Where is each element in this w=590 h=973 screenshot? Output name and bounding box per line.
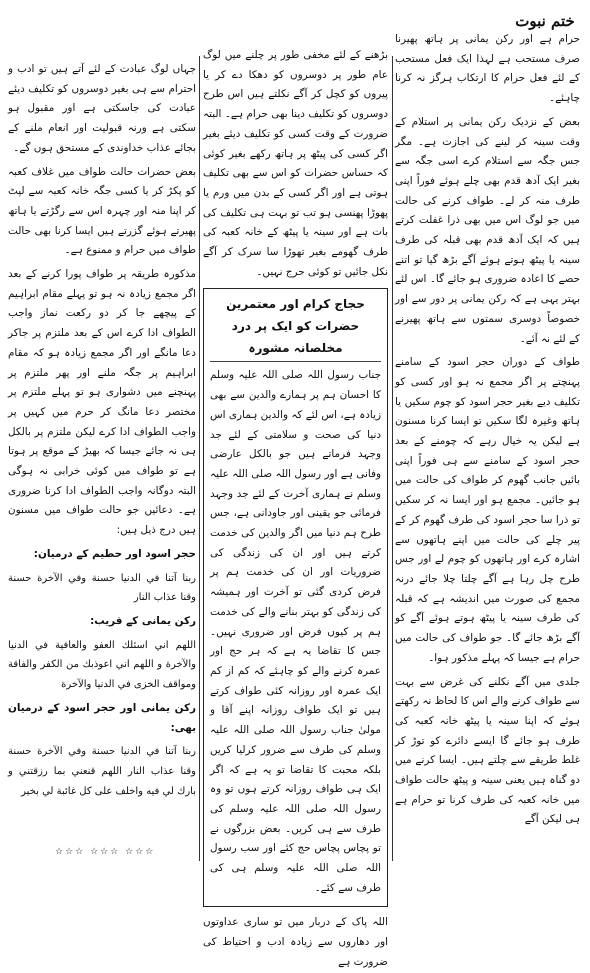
- right-paragraph-3: طواف کے دوران حجر اسود کے سامنے پہنچتے پر اگر مجمع نہ ہو اور کسی کو تکلیف دیے بغیر حجر اسود کو چوم سکیں یا ہاتھ وغیرہ لگا سکیں تو ایسا کرنا مسنون ہے لیکن یہ خیال رہے کہ چومنے کے بعد حجر اسود کے سامنے سے ہی فوراً اپنی بائیں جانب گھوم کر طواف کی حالت میں ہو جائیں۔ مجمع ہو اور ایسا نہ کر سکیں تو ذرا سا حجر اسود کی طرف گھوم کر کے پیر چلے کی حالت میں اپنے ہاتھوں سے اشارہ کرے اور ہاتھوں کو چوم لے اور جس طرح چل رہا ہے آگے چلتا چلا جائے درنہ مجمع کی صورت میں اندیشہ ہے کہ قبلہ کی طرف سینہ یا پیٹھ ہوتے ہوئے آگے کو آگے بڑھ جائے گا۔ جو طواف کی حالت میں حرام ہے جیسا کہ پہلے مذکور ہوا۔: [395, 356, 580, 664]
- logo-text: ختم نبوت: [515, 12, 575, 30]
- column-divider-right: [392, 56, 393, 861]
- right-paragraph-4: جلدی میں آگے نکلنے کی غرض سے بہت سے طواف کرنے والے اس کا لحاظ نہ رکھتے ہوئے کہ اپنا سینہ یا پیٹھ خانہ کعبہ کی طرف ہو جائے گا ایسے دائرے کو توڑ کر غلط طریقے سے چلتے ہیں۔ ایسا کرنے میں دو گناہ ہیں یعنی سینہ و پیٹھ حالت طواف میں خانہ کعبہ کی طرف کرنا تو حرام ہے ہی لیکن آگے: [395, 675, 580, 826]
- right-paragraph-1: حرام ہے اور رکن یمانی پر ہاتھ پھیرنا صرف مستحب ہے لہذا ایک فعل مستحب کے لئے فعل حرام کا ارتکاب ہرگز نہ کرنا چاہئے۔: [395, 33, 580, 105]
- advice-box: [203, 288, 388, 907]
- left-paragraph-2: بعض حضرات حالت طواف میں غلاف کعبہ کو پکڑ کر یا کسی جگہ خانہ کعبہ سے لپٹ کر اپنا منہ اور چہرہ اس سے رگڑتے یا ہاتھ پھیرتے ہوئے گزرتے ہیں ایسا کرنا بھی حالت طواف میں حرام و ممنوع ہے۔: [8, 165, 196, 257]
- end-stars: ☆☆☆ ☆☆☆ ☆☆☆: [55, 847, 156, 857]
- right-paragraph-2: بعض کے نزدیک رکن یمانی پر استلام کے وقت سینہ کر لینے کی اجازت ہے۔ مگر جس جگہ سے استلام کرے اسی جگہ سے بغیر ایک آدھ قدم بھی چلے ہوئے فوراً اپنی طرف منہ کر لے۔ طواف کرنے کی حالت میں جو لوگ اس میں بھی ذرا غفلت کرتے ہیں کہ ایک آدھ قدم بھی قبلہ کی طرف سینہ یا پیٹھ ہوتے ہوئے آگے بڑھ گیا تو اتنے حصے کا اعادہ ضروری ہو جائے گا۔ اس لئے بہتر یہی ہے کہ رکن یمانی پر دور سے اور خصوصاً دوسری سمتوں سے ہاتھ پھیرنے کے لئے نہ آئے۔: [395, 115, 580, 345]
- dua-text-3: ربنا آتنا في الدنيا حسنة وفي الآخرة حسنة وقنا عذاب النار اللهم قنعني بما رزقتني و بارك لي فيه واخلف على كل غائبة لي بخير: [8, 746, 196, 797]
- right-column: [395, 30, 580, 863]
- dua-heading-2: رکن یمانی کے قریب:: [90, 614, 196, 627]
- dua-text-1: ربنا آتنا في الدنيا حسنة وفي الآخرة حسنة وقنا عذاب النار: [8, 572, 196, 604]
- middle-paragraph-2: اللہ پاک کے دربار میں تو ساری عداوتوں اور دھاروں سے زیادہ ادب و احتیاط کی ضرورت ہے: [203, 916, 388, 968]
- middle-paragraph-1: بڑھنے کے لئے مخفی طور پر چلنے میں لوگ عام طور پر دوسروں کو دھکا دے کر یا پیروں کو کچل کر آگے نکلتے ہیں اس طرح دوسروں کو تکلیف دینا بھی حرام ہے۔ البتہ ضرورت کے وقت کسی کو تکلیف دیئے بغیر اگر کسی کی پیٹھ پر ہاتھ رکھے بغیر کوئی کہ حساس حضرات کو اس سے بھی تکلیف ہوتی ہے اور اگر کسی کے بدن میں ورم یا پھوڑا پھنسی ہو تب تو بہت ہی تکلیف کی بات ہے اور سینہ یا پیٹھ کے خانہ کعبہ کی طرف گھومے بغیر تھوڑا سا سرک کر آگے نکل جائیں تو کوئی حرج نہیں۔: [203, 49, 388, 278]
- dua-heading-1: حجر اسود اور حطیم کے درمیان:: [33, 547, 196, 560]
- left-column: [8, 60, 196, 863]
- column-divider-left: [199, 56, 200, 861]
- left-paragraph-1: جہاں لوگ عبادت کے لئے آتے ہیں تو ادب و احترام سے ہی بغیر دوسروں کو تکلیف دیئے عبادت کی جاسکتی ہے اور مقبول ہو سکتی ہے ورنہ قبولیت اور انعام ملنے کے بجائے عذاب خداوندی کے مستحق ہوں گے۔: [8, 63, 196, 154]
- middle-column: [203, 46, 388, 968]
- advice-box-title: حجاج کرام اور معتمرین حضرات کو ایک پر درد مخلصانہ مشورہ: [210, 293, 381, 362]
- dua-text-2: اللهم اني اسئلك العفو والعافية في الدنيا والآخرة و اللهم اني اعوذبك من الكفر والفاقة ومواقف الخزى في الدنيا والآخرة: [8, 639, 196, 691]
- dua-heading-3: رکن یمانی اور حجر اسود کے درمیان بھی:: [8, 701, 196, 734]
- advice-box-body: جناب رسول اللہ صلی اللہ علیہ وسلم کا احسان ہم پر ہمارے والدین سے بھی زیادہ ہے، اس لئے کہ والدین ہماری اس دنیا کی صحت و سلامتی کے لئے جد وجہد فرماتے ہیں جو بالکل عارضی وفانی ہے اور رسول اللہ صلی اللہ علیہ وسلم نے ہماری آخرت کے لئے جد وجہد فرمائی جو یقینی اور جاودانی ہے، جس طرح ہم دنیا میں اگر والدین کی خدمت کرتے ہیں اور ان کی زندگی کی ضروریات اور ان کی خدمت ہم پر فرض کردی گئی تو آخرت اور ہمیشہ کی زندگی کو بہتر بنانے والے کی خدمت ہم پر کیوں فرض اور ضروری نہیں۔ جس کا تقاضا یہ ہے کہ ہر حج اور عمرہ کرنے والے کو چاہئے کہ کم از کم ایک عمرہ اور روزانہ کئی طواف کرتے ہیں تو ایک طواف روزانہ اپنے آقا و مولیٰ جناب رسول اللہ صلی اللہ علیہ وسلم کی طرف سے ضرور کرلیا کریں بلکہ محبت کا تقاضا تو یہ ہے کہ اگر ایک ہی طواف روزانہ کرتے ہوں تو وہ رسول اللہ صلی اللہ علیہ وسلم کی طرف سے ہی کریں۔ بعض بزرگوں نے تو پچاس پچاس حج کئے اور سب رسول اللہ صلی اللہ علیہ وسلم ہی کی طرف سے کئے۔: [210, 369, 381, 894]
- left-paragraph-3: مذکورہ طریقہ پر طواف پورا کرنے کے بعد اگر مجمع زیادہ نہ ہو تو پہلے مقام ابراہیم کے پیچھے جا کر دو رکعت نماز واجب الطواف ادا کرے اس کے بعد ملتزم پر جاکر دعا مانگے اور اگر مجمع زیادہ ہو کہ مقام ابراہیم پر جگہ ملنے اور پھر ملتزم پر پہنچنے میں دشواری ہو تو پہلے ملتزم پر مختصر دعا مانگ کر حرم میں کہیں پر واجب الطواف ادا کرے لیکن ملتزم پر بالکل ہی نہ جائے جیسا کہ بھیڑ کے موقع پر ہوتا ہے تو طواف میں کوئی خرابی نہ ہوگی البتہ دوگانہ واجب الطواف ادا کرنا ضروری ہے۔ دعائیں جو حالت طواف میں مسنون ہیں درج ذیل ہیں:: [8, 268, 196, 537]
